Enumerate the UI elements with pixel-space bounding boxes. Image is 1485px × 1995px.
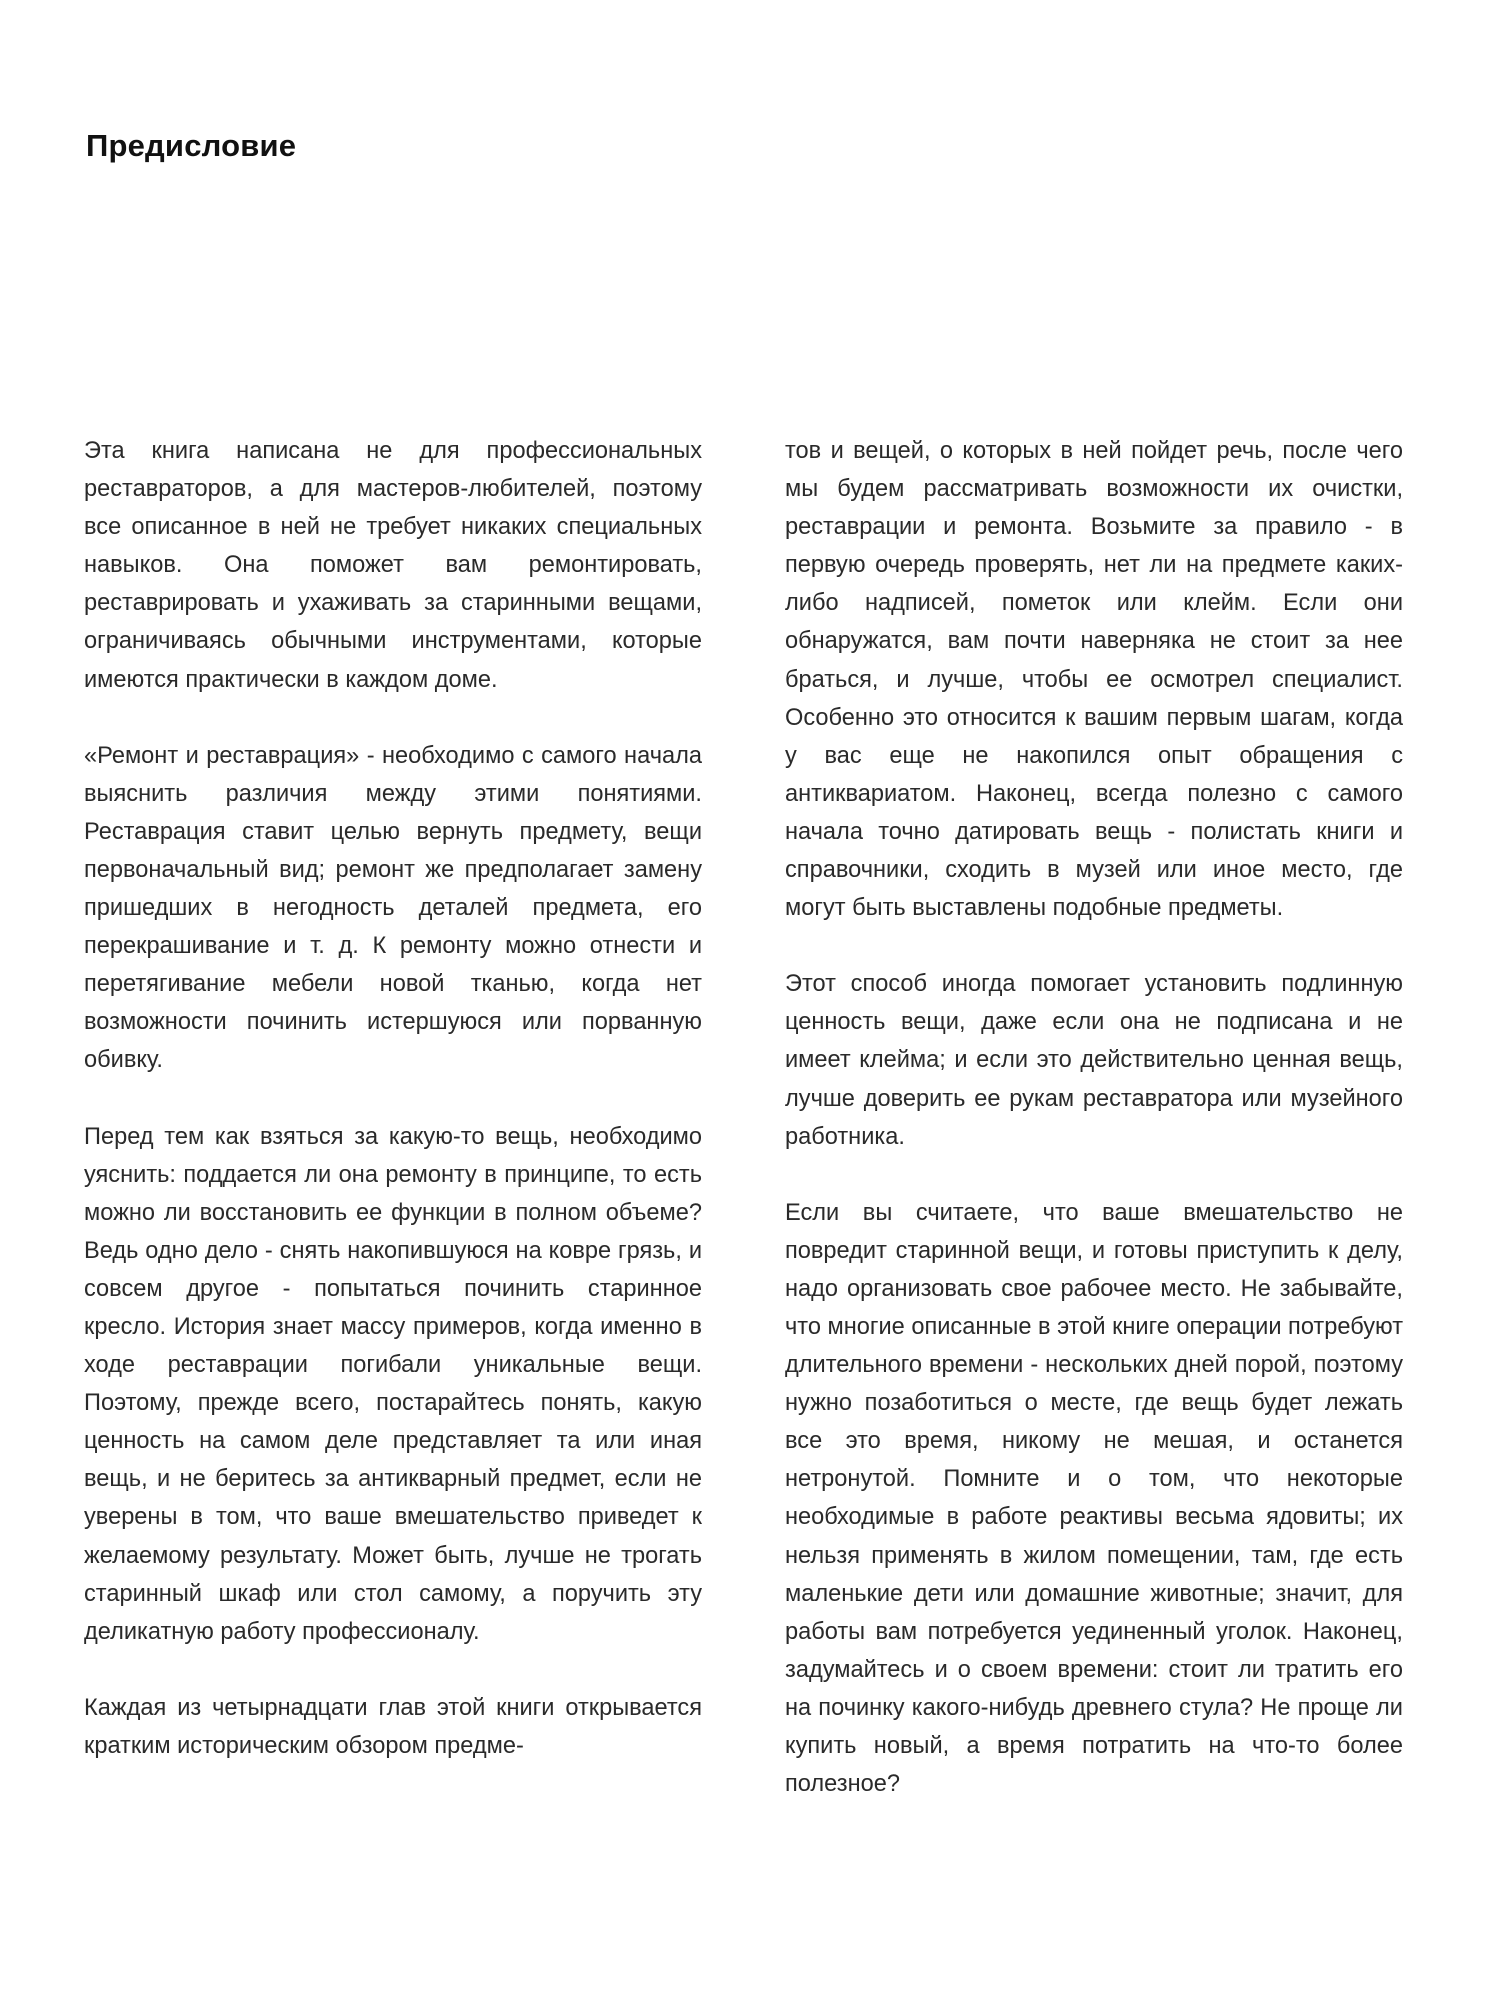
paragraph: тов и вещей, о которых в ней пойдет речь, после чего мы будем рассматривать возможности их очистки, реставрации и ремонта. Возьмите за правило - в первую очередь проверять, нет ли на предмете каких-либо надписей, пометок или клейм. Если они обнаружатся, вам почти наверняка не стоит за нее браться, и лучше, чтобы ее осмотрел специалист. Особенно это относится к вашим первым шагам, когда у вас еще не накопился опыт обращения с антиквариатом. Наконец, всегда полезно с самого начала точно датировать вещь - полистать книги и справочники, сходить в музей или иное место, где могут быть выставлены подобные предметы. xyxy=(785,438,1403,922)
paragraph: Этот способ иногда помогает установить подлинную ценность вещи, даже если она не подписана и не имеет клейма; и если это действительно ценная вещь, лучше доверить ее рукам реставратора или музейного работника. xyxy=(785,971,1403,1150)
left-column xyxy=(84,432,702,1803)
paragraph: Эта книга написана не для профессиональных реставраторов, а для мастеров-любителей, поэтому все описанное в ней не требует никаких специальных навыков. Она поможет вам ремонтировать, реставрировать и ухаживать за старинными вещами, ограничиваясь обычными инструментами, которые имеются практически в каждом доме. xyxy=(84,438,702,693)
right-column xyxy=(785,432,1403,1841)
paragraph: Если вы считаете, что ваше вмешательство не повредит старинной вещи, и готовы приступить к делу, надо организовать свое рабочее место. Не забывайте, что многие описанные в этой книге операции потребуют длительного времени - нескольких дней порой, поэтому нужно позаботиться о месте, где вещь будет лежать все это время, никому не мешая, и останется нетронутой. Помните и о том, что некоторые необходимые в работе реактивы весьма ядовиты; их нельзя применять в жилом помещении, там, где есть маленькие дети или домашние животные; значит, для работы вам потребуется уединенный уголок. Наконец, задумайтесь и о своем времени: стоит ли тратить его на починку какого-нибудь древнего стула? Не проще ли купить новый, а время потратить на что-то более полезное? xyxy=(785,1199,1403,1798)
paragraph: «Ремонт и реставрация» - необходимо с самого начала выяснить различия между этими понятиями. Реставрация ставит целью вернуть предмету, вещи первоначальный вид; ремонт же предполагает замену пришедших в негодность деталей предмета, его перекрашивание и т. д. К ремонту можно отнести и перетягивание мебели новой тканью, когда нет возможности починить истершуюся или порванную обивку. xyxy=(84,742,702,1074)
paragraph: Перед тем как взяться за какую-то вещь, необходимо уяснить: поддается ли она ремонту в принципе, то есть можно ли восстановить ее функции в полном объеме? Ведь одно дело - снять накопившуюся на ковре грязь, и совсем другое - попытаться починить старинное кресло. История знает массу примеров, когда именно в ходе реставрации погибали уникальные вещи. Поэтому, прежде всего, постарайтесь понять, какую ценность на самом деле представляет та или иная вещь, и не беритесь за антикварный предмет, если не уверены в том, что ваше вмешательство приведет к желаемому результату. Может быть, лучше не трогать старинный шкаф или стол самому, а поручить эту деликатную работу профессионалу. xyxy=(84,1123,702,1645)
paragraph: Каждая из четырнадцати глав этой книги открывается кратким историческим обзором предме- xyxy=(84,1694,702,1759)
page-title: Предисловие xyxy=(86,128,297,163)
